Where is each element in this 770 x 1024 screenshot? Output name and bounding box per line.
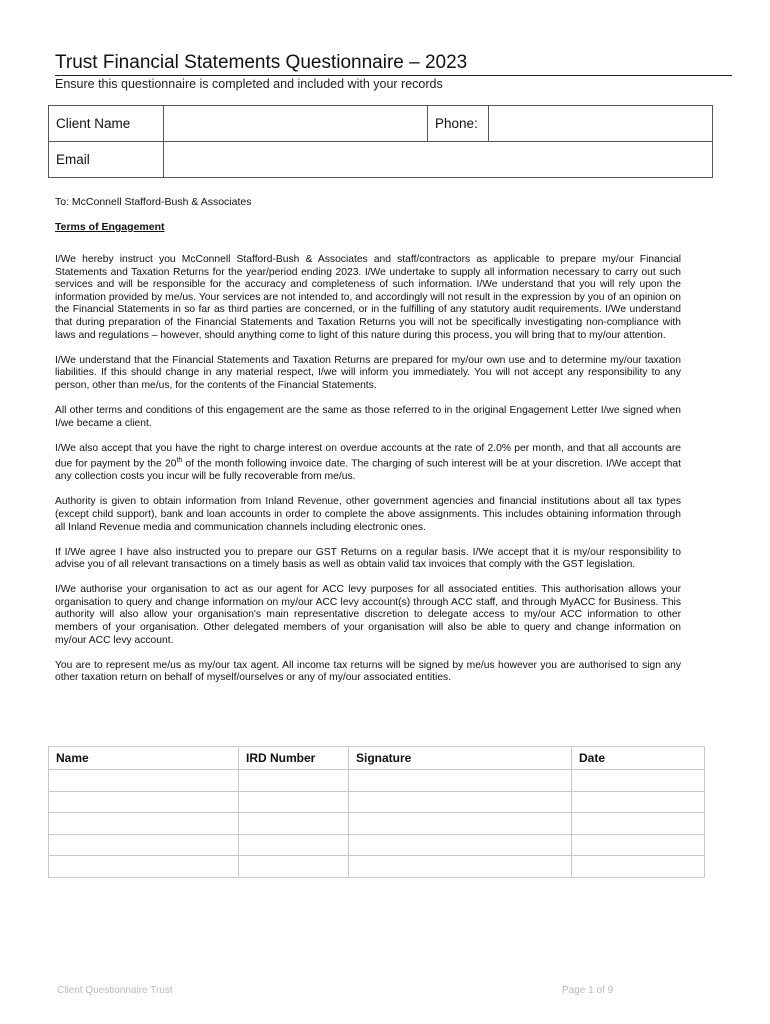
signature-cell[interactable] (349, 791, 572, 813)
title-divider (55, 75, 732, 76)
signature-cell[interactable] (349, 834, 572, 856)
page-title: Trust Financial Statements Questionnaire – 2023 (55, 52, 468, 73)
signature-header-row (49, 747, 705, 770)
terms-paragraph: All other terms and conditions of this engagement are the same as those referred to in the original Engagement Letter I/we signed when I/we became a client. (55, 404, 681, 429)
signature-table (48, 746, 705, 878)
name-cell[interactable] (49, 791, 239, 813)
ordinal-suffix: th (176, 457, 183, 465)
table-row (49, 813, 705, 835)
table-row (49, 856, 705, 878)
date-cell[interactable] (572, 791, 705, 813)
page-subtitle: Ensure this questionnaire is completed and included with your records (55, 77, 443, 91)
terms-paragraph: If I/We agree I have also instructed you to prepare our GST Returns on a regular basis. I/We accept that it is my/our responsibility to advise you of all relevant transactions on a timely basis as well as obtain valid tax invoices that comply with the GST legislation. (55, 546, 681, 571)
name-cell[interactable] (49, 813, 239, 835)
ird-cell[interactable] (239, 770, 349, 792)
interest-text-start: I/We also accept that you have the right to charge interest on overdue accounts at the rate of 2.0% per month, and that all accounts are due for payment by the 20 (55, 442, 681, 470)
interest-text-end: of the month following invoice date. The charging of such interest will be at your discretion. I/We accept that any collection costs you incur will be fully recoverable from me/us. (55, 458, 681, 483)
addressee-line: To: McConnell Stafford-Bush & Associates (55, 196, 252, 208)
terms-paragraph: I/We hereby instruct you McConnell Stafford-Bush & Associates and staff/contractors as applicable to prepare my/our Financial Statements and Taxation Returns for the year/period ending 2023. I/We undertake to supply all information necessary to carry out such services and will be responsible for the accuracy and completeness of such information. I/We understand that you will rely upon the information provided by me/us. Your services are not intended to, and accordingly will not result in the expression by you of an opinion on the Financial Statements in so far as third parties are concerned, or in the fulfilling of any statutory audit requirements. I/We understand that during preparation of the Financial Statements and Taxation Returns you will not be specifically investigating non-compliance with laws and regulations – however, should anything come to light of this nature during this process, you will bring that to my/our attention. (55, 254, 681, 341)
terms-heading: Terms of Engagement (55, 221, 165, 233)
ird-column-header: IRD Number (239, 747, 349, 770)
footer-document-name: Client Questionnaire Trust (57, 985, 173, 996)
terms-body (55, 254, 681, 697)
signature-cell[interactable] (349, 770, 572, 792)
signature-cell[interactable] (349, 813, 572, 835)
ird-cell[interactable] (239, 813, 349, 835)
name-column-header: Name (49, 747, 239, 770)
name-cell[interactable] (49, 770, 239, 792)
signature-column-header: Signature (349, 747, 572, 770)
date-cell[interactable] (572, 813, 705, 835)
date-cell[interactable] (572, 856, 705, 878)
footer-page-number: Page 1 of 9 (562, 985, 614, 996)
name-cell[interactable] (49, 834, 239, 856)
terms-paragraph: I/We authorise your organisation to act as our agent for ACC levy purposes for all associated entities. This authorisation allows your organisation to query and change information on my/our ACC levy account(s) through ACC staff, and through MyACC for Business. This authority will also allow your organisation's main representative discretion to delegate access to my/our ACC information to other members of your organisation. Other delegated members of your organisation will also be able to query and change information on my/our ACC levy account. (55, 584, 681, 646)
table-row (49, 770, 705, 792)
date-cell[interactable] (572, 834, 705, 856)
client-details-table (48, 105, 713, 178)
client-name-field[interactable] (164, 106, 428, 142)
phone-label: Phone: (428, 106, 489, 142)
terms-paragraph: You are to represent me/us as my/our tax agent. All income tax returns will be signed by me/us however you are authorised to sign any other taxation return on behalf of myself/ourselves or any of my/our associated entities. (55, 659, 681, 684)
client-name-label: Client Name (49, 106, 164, 142)
table-row (49, 834, 705, 856)
terms-paragraph: I/We understand that the Financial Statements and Taxation Returns are prepared for my/our own use and to determine my/our taxation liabilities. If this should change in any material respect, I/we will inform you immediately. You will not accept any responsibility to any person, other than me/us, for the contents of the Financial Statements. (55, 354, 681, 391)
terms-paragraph: Authority is given to obtain information from Inland Revenue, other government agencies and financial institutions about all tax types (except child support), bank and loan accounts in order to complete the above assignments. This includes obtaining information through all Inland Revenue media and communication channels including electronic ones. (55, 496, 681, 533)
ird-cell[interactable] (239, 834, 349, 856)
interest-paragraph (55, 443, 681, 484)
signature-cell[interactable] (349, 856, 572, 878)
email-field[interactable] (164, 142, 713, 178)
ird-cell[interactable] (239, 791, 349, 813)
name-cell[interactable] (49, 856, 239, 878)
date-column-header: Date (572, 747, 705, 770)
date-cell[interactable] (572, 770, 705, 792)
email-label: Email (49, 142, 164, 178)
ird-cell[interactable] (239, 856, 349, 878)
table-row (49, 791, 705, 813)
phone-field[interactable] (489, 106, 713, 142)
